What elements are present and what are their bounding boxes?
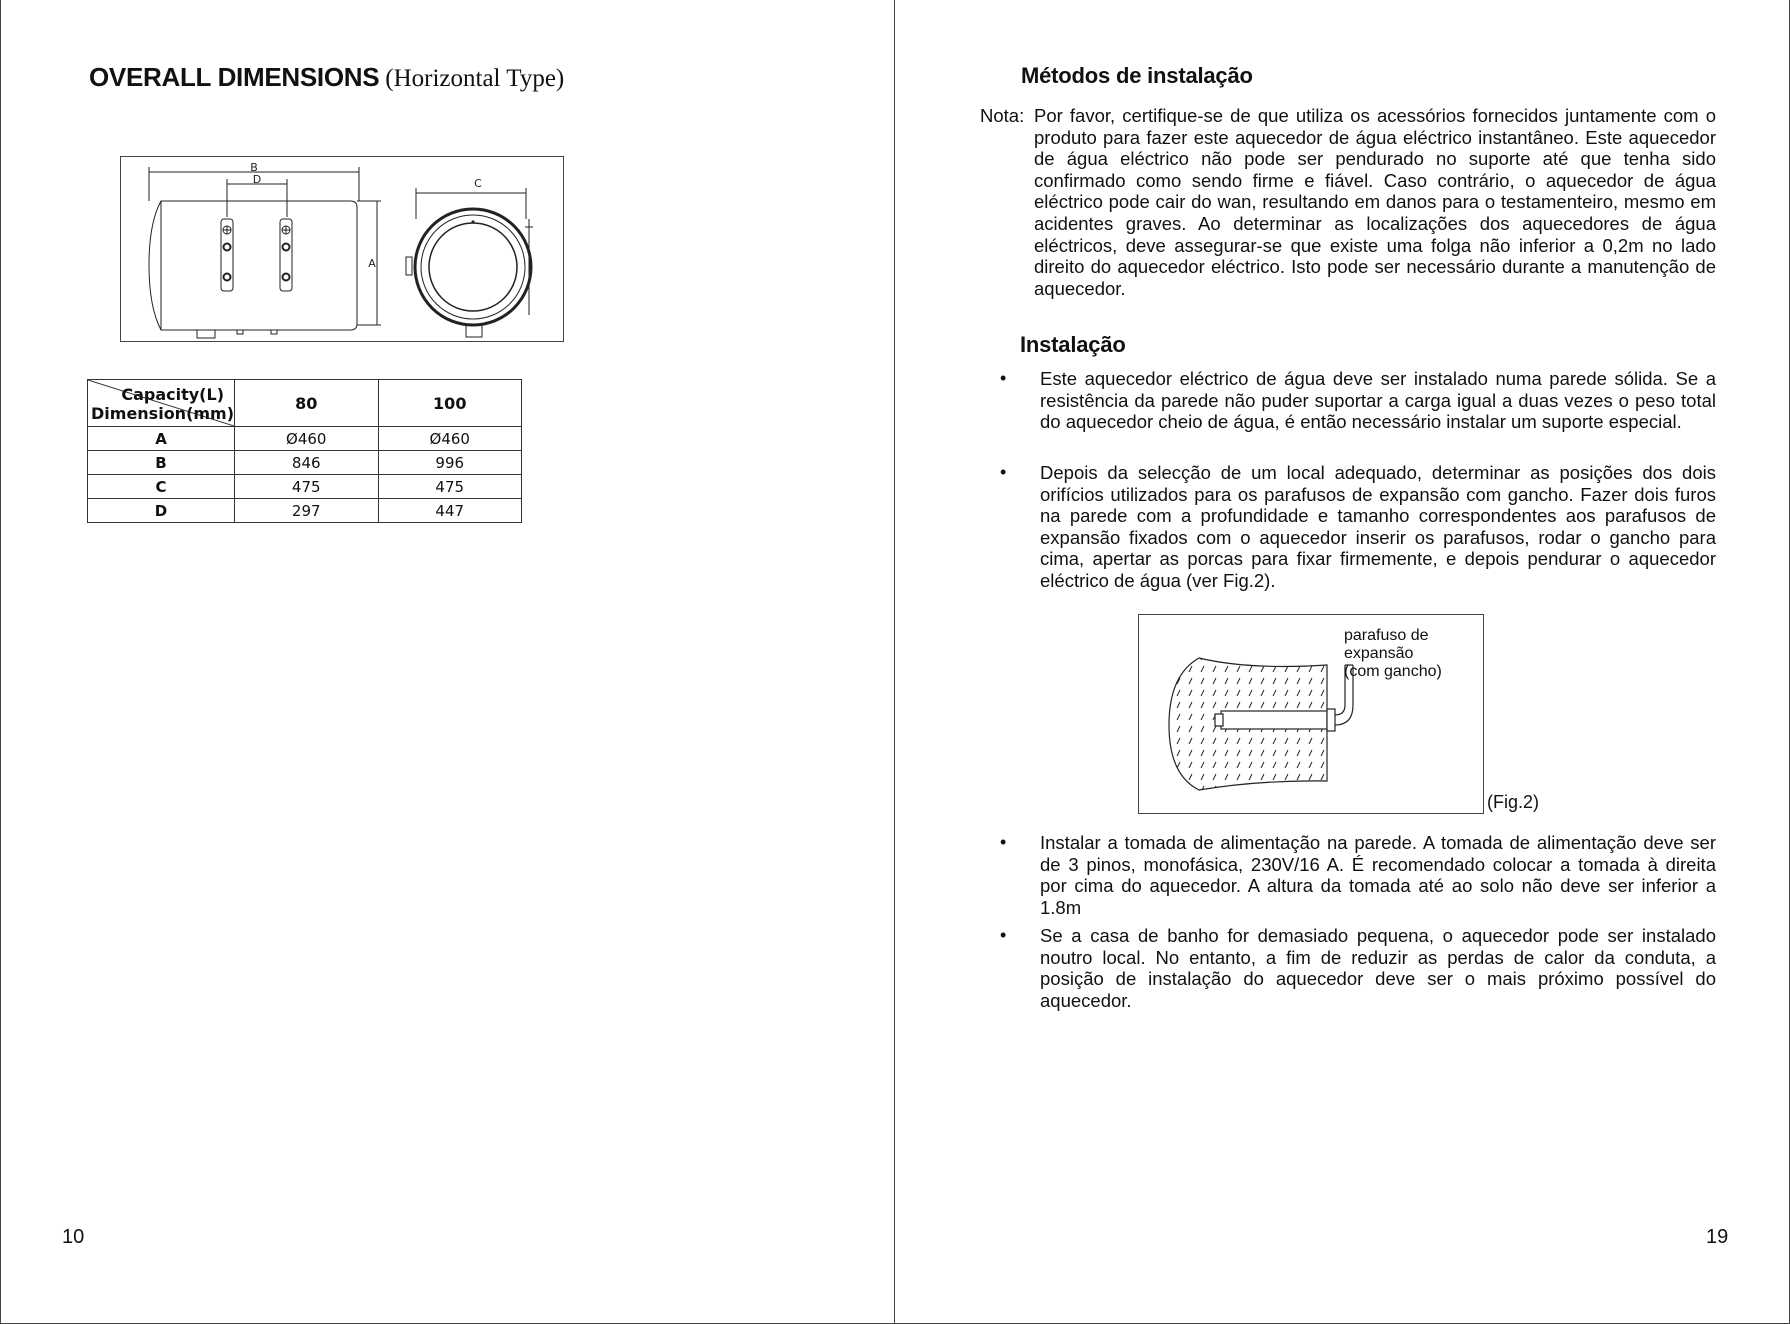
row-label: C — [88, 475, 235, 499]
table-row — [88, 427, 522, 451]
dimensions-title — [89, 62, 564, 93]
figure-label-line2: expansão — [1344, 645, 1414, 662]
table-cell: 475 — [378, 475, 522, 499]
table-cell: Ø460 — [378, 427, 522, 451]
note-text: Por favor, certifique-se de que utiliza os acessórios fornecidos juntamente com o produto para fazer este aquecedor de água eléctrico instantâneo. Este aquecedor de água eléctrico não pode ser pendurado no suporte até que tenha sido confirmado como sendo firme e fiável. Caso contrário, o aquecedor de água eléctrico pode cair do wan, resultando em danos para o testamenteiro, mesmo em acidentes graves. Ao determinar as localizações dos aquecedores de água eléctricos, deve assegurar-se que existe uma folga não inferior a 0,2m no lado direito do aquecedor eléctrico. Isto pode ser necessário durante a manutenção de aquecedor. — [1034, 105, 1716, 299]
table-cell: 846 — [235, 451, 379, 475]
table-row — [88, 475, 522, 499]
heater-drawing — [121, 157, 565, 343]
title-subtitle: (Horizontal Type) — [385, 65, 565, 92]
table-row — [88, 499, 522, 523]
row-label: D — [88, 499, 235, 523]
table-row — [88, 451, 522, 475]
bullet-4-symbol: • — [1000, 925, 1007, 945]
note-label: Nota: — [980, 105, 1025, 126]
diagram-label-b: B — [250, 161, 258, 174]
bullet-1-text: Este aquecedor eléctrico de água deve ser instalado numa parede sólida. Se a resistência da parede não puder suportar a carga igual a duas vezes o peso total do aquecedor cheio de água, é então necessário instalar um suporte especial. — [1040, 368, 1716, 433]
expansion-bolt-figure — [1138, 614, 1484, 814]
heading-installation: Instalação — [1020, 332, 1126, 357]
dimensions-table — [87, 379, 522, 523]
table-corner-cell — [88, 380, 235, 427]
page-number-left: 10 — [62, 1226, 85, 1248]
column-header: 80 — [235, 380, 379, 427]
title-bold: OVERALL DIMENSIONS — [89, 62, 380, 92]
table-cell: 297 — [235, 499, 379, 523]
table-cell: 475 — [235, 475, 379, 499]
heater-dimension-diagram — [120, 156, 564, 342]
book-spine — [894, 0, 895, 1324]
table-cell: 447 — [378, 499, 522, 523]
bullet-3-symbol: • — [1000, 832, 1007, 852]
figure-caption: (Fig.2) — [1487, 792, 1540, 812]
bullet-2-symbol: • — [1000, 462, 1007, 482]
diagram-label-a: A — [368, 257, 376, 270]
diagram-label-d: D — [252, 173, 262, 186]
figure-label-line3: (com gancho) — [1344, 663, 1442, 680]
bullet-2-text: Depois da selecção de um local adequado, determinar as posições dos dois orifícios utilizados para os parafusos de expansão com gancho. Fazer dois furos na parede com a profundidade e tamanho correspondentes aos parafusos de expansão fixados com o aquecedor inserir os parafusos, rodar o gancho para cima, apertar as porcas para fixar firmemente, e depois pendurar o aquecedor eléctrico de água (ver Fig.2). — [1040, 462, 1716, 591]
bullet-1-symbol: • — [1000, 368, 1007, 388]
row-label: A — [88, 427, 235, 451]
wall-bolt-drawing — [1139, 615, 1485, 815]
table-header-row — [88, 380, 522, 427]
page-number-right: 19 — [1706, 1226, 1729, 1248]
table-cell: Ø460 — [235, 427, 379, 451]
bullet-3-text: Instalar a tomada de alimentação na parede. A tomada de alimentação deve ser de 3 pinos, monofásica, 230V/16 A. É recomendado colocar a tomada à direita por cima do aquecedor. A altura da tomada até ao solo não deve ser inferior a 1.8m — [1040, 832, 1716, 918]
corner-capacity-label: Capacity(L) — [121, 385, 224, 404]
corner-dimension-label: Dimension(mm) — [91, 404, 235, 423]
diagram-label-c: C — [474, 177, 482, 190]
row-label: B — [88, 451, 235, 475]
figure-label-line1: parafuso de — [1344, 627, 1429, 644]
bullet-4-text: Se a casa de banho for demasiado pequena, o aquecedor pode ser instalado noutro local. No entanto, a fim de reduzir as perdas de calor da conduta, a posição de instalação do aquecedor deve ser o mais próximo possível do aquecedor. — [1040, 925, 1716, 1011]
column-header: 100 — [378, 380, 522, 427]
table-cell: 996 — [378, 451, 522, 475]
heading-installation-methods: Métodos de instalação — [1021, 63, 1253, 88]
